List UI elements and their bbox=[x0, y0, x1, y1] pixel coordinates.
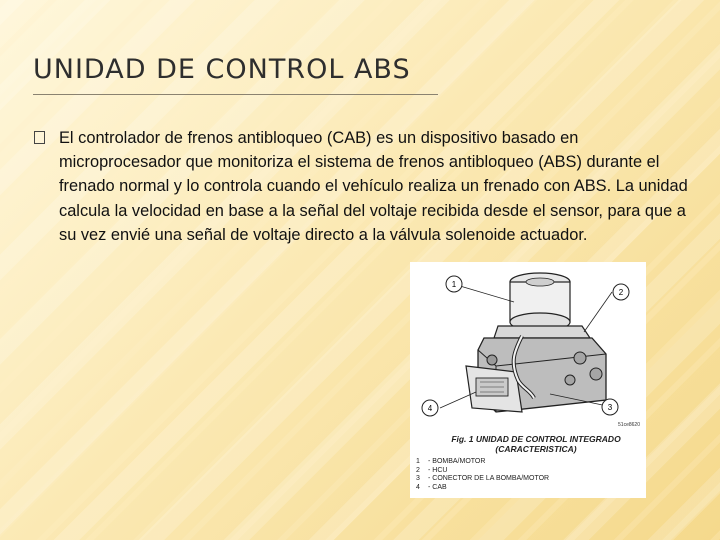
figure-caption bbox=[436, 434, 636, 454]
legend-item: 3 - CONECTOR DE LA BOMBA/MOTOR bbox=[416, 475, 550, 483]
abs-unit-drawing bbox=[410, 262, 646, 434]
callout-4: 4 bbox=[427, 404, 433, 413]
callout-3: 3 bbox=[607, 403, 613, 412]
body-paragraph: El controlador de frenos antibloqueo (CAB) es un dispositivo basado en microprocesador que monitoriza el sistema de frenos antibloqueo (ABS) durante el frenado normal y lo controla cuando el vehículo realiza un frenado con ABS. La unidad calcula la velocidad en base a la señal del voltaje recibida desde el sensor, para que a su vez envié una señal de voltaje directo a la válvula solenoide actuador. bbox=[59, 129, 688, 244]
figure-caption-line-1: Fig. 1 UNIDAD DE CONTROL INTEGRADO bbox=[451, 434, 621, 444]
title-underline bbox=[33, 94, 438, 95]
callout-1: 1 bbox=[451, 280, 457, 289]
callout-2: 2 bbox=[618, 288, 624, 297]
figure-code: 51ce8620 bbox=[618, 422, 640, 428]
slide-title: UNIDAD DE CONTROL ABS bbox=[33, 54, 411, 85]
legend-item: 4 - CAB bbox=[416, 483, 447, 491]
figure-legend bbox=[416, 458, 549, 492]
abs-unit-figure bbox=[410, 262, 646, 498]
figure-caption-line-2: (CARACTERISTICA) bbox=[495, 444, 577, 454]
legend-item: 1 - BOMBA/MOTOR bbox=[416, 458, 486, 465]
bullet-square-icon bbox=[34, 131, 45, 144]
legend-item: 2 - HCU bbox=[416, 466, 448, 474]
